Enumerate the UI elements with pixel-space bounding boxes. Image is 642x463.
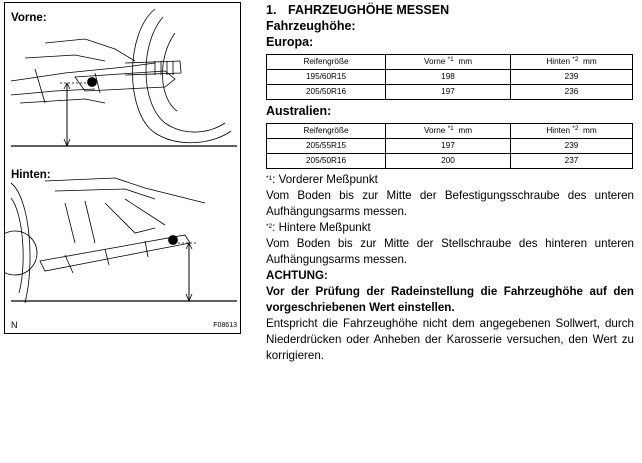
header-rear: Hinten $^{*2}$ mm: [511, 55, 633, 70]
europe-table: [266, 54, 633, 100]
cell-front: 197: [386, 139, 511, 154]
europe-heading: Europa:: [266, 35, 314, 49]
header-front: Vorne $^{*1}$ mm: [386, 124, 511, 139]
cell-tire: 205/50R16: [267, 85, 386, 100]
table-header-row: [267, 124, 633, 139]
table-row: [267, 70, 633, 85]
table-row: [267, 139, 633, 154]
cell-tire: 205/50R16: [267, 154, 386, 169]
note-2-text: Vom Boden bis zur Mitte der Stellschraube des hinteren unteren Aufhängungsarms messen.: [266, 237, 634, 266]
header-front: Vorne $^{*1}$ mm: [386, 55, 511, 70]
table-row: [267, 85, 633, 100]
suspension-figure: [4, 2, 241, 334]
australia-table: [266, 123, 633, 169]
suspension-drawing: [5, 3, 240, 333]
cell-front: 200: [386, 154, 511, 169]
header-tire-size: Reifengröße: [267, 55, 386, 70]
cell-rear: 239: [511, 139, 633, 154]
cell-tire: 205/55R15: [267, 139, 386, 154]
cell-rear: 236: [511, 85, 633, 100]
cell-tire: 195/60R15: [267, 70, 386, 85]
note-1-title: $^{*1}$: Vorderer Meßpunkt: [266, 173, 378, 186]
cell-front: 198: [386, 70, 511, 85]
figure-corner-label: N: [11, 320, 18, 330]
caution-text: Entspricht die Fahrzeughöhe nicht dem angegebenen Sollwert, durch Niederdrücken oder Anheben der Karosserie versuchen, den Wert zu korrigieren.: [266, 317, 634, 362]
section-number: 1.: [266, 3, 277, 17]
cell-rear: 237: [511, 154, 633, 169]
content-column: [266, 2, 634, 364]
cell-front: 197: [386, 85, 511, 100]
header-rear: Hinten $^{*2}$ mm: [511, 124, 633, 139]
cell-rear: 239: [511, 70, 633, 85]
table-row: [267, 154, 633, 169]
rear-label: Hinten:: [11, 169, 51, 181]
subtitle: Fahrzeughöhe:: [266, 19, 356, 33]
caution-title: ACHTUNG:: [266, 269, 328, 282]
note-2-title: $^{*2}$: Hintere Meßpunkt: [266, 221, 371, 234]
section-title-text: FAHRZEUGHÖHE MESSEN: [288, 3, 450, 17]
front-label: Vorne:: [11, 12, 47, 24]
note-2-mark: *2: [266, 223, 273, 230]
australia-heading: Australien:: [266, 104, 332, 118]
table-header-row: [267, 55, 633, 70]
caution-bold-text: Vor der Prüfung der Radeinstellung die Fahrzeughöhe auf den vorgeschriebenen Wert einstellen.: [266, 285, 634, 314]
note-1-mark: *1: [266, 175, 273, 182]
header-tire-size: Reifengröße: [267, 124, 386, 139]
note-1-text: Vom Boden bis zur Mitte der Befestigungsschraube des unteren Aufhängungsarms messen.: [266, 189, 634, 218]
section-title: [266, 2, 634, 18]
figure-code: F08613: [213, 322, 237, 329]
